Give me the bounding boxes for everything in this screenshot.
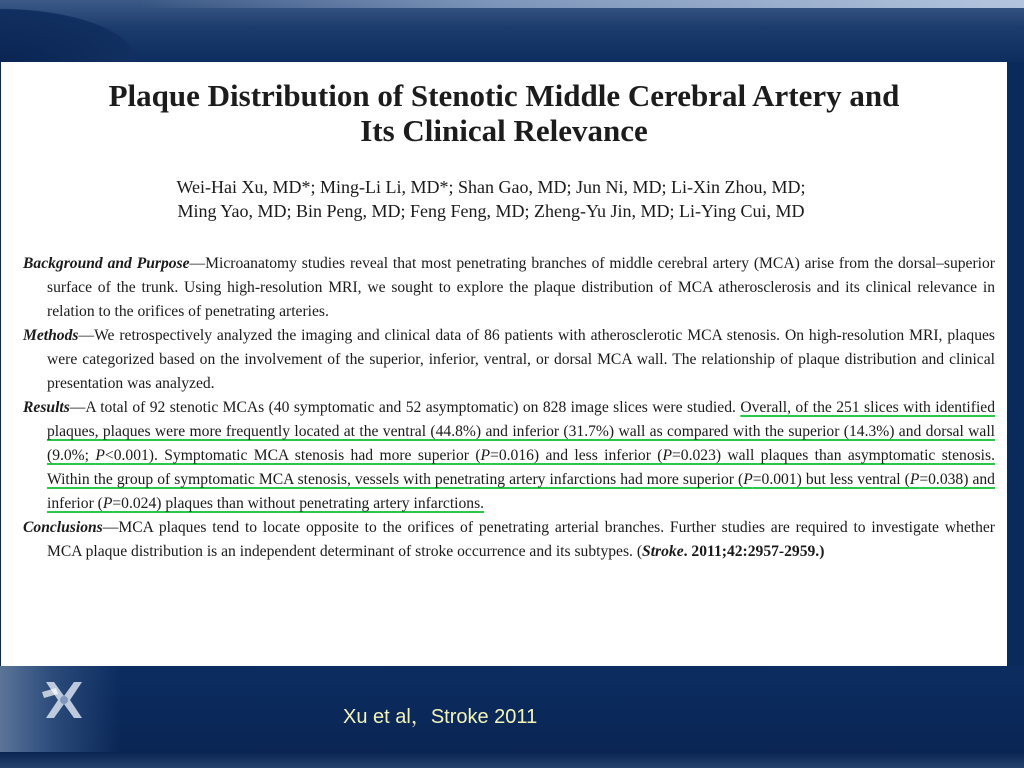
slide-header-curve bbox=[0, 0, 160, 62]
p-value-symbol: P bbox=[95, 447, 105, 464]
title-line-1: Plaque Distribution of Stenotic Middle Cerebral Artery and bbox=[108, 78, 900, 113]
abstract bbox=[23, 252, 995, 564]
authors-line-1: Wei-Hai Xu, MD*; Ming-Li Li, MD*; Shan Gao, MD; Jun Ni, MD; Li-Xin Zhou, MD; bbox=[176, 177, 806, 197]
methods-text: —We retrospectively analyzed the imaging and clinical data of 86 patients with atherosclerotic MCA stenosis. On high-resolution MRI, plaques were categorized based on the involvement of the superior, inferior, ventral, or dorsal MCA wall. The relationship of plaque distribution and clinical presentation was analyzed. bbox=[47, 327, 995, 392]
results-label: Results bbox=[23, 399, 70, 416]
p-value-symbol: P bbox=[662, 447, 672, 464]
results-text-intro: —A total of 92 stenotic MCAs (40 symptomatic and 52 asymptomatic) on 828 image slices were studied. bbox=[69, 399, 741, 416]
title-line-2: Its Clinical Relevance bbox=[360, 113, 648, 148]
author-list bbox=[41, 175, 941, 223]
paper-title bbox=[21, 78, 987, 148]
slide-footer-stripe bbox=[0, 752, 1024, 768]
p-value-symbol: P bbox=[102, 495, 113, 512]
slide-header-stripe bbox=[140, 0, 1024, 8]
slide-caption: Xu et al，Stroke 2011 bbox=[343, 706, 538, 728]
authors-line-2: Ming Yao, MD; Bin Peng, MD; Feng Feng, MD; Zheng-Yu Jin, MD; Li-Ying Cui, MD bbox=[177, 201, 805, 221]
paper-abstract-panel bbox=[1, 62, 1007, 666]
citation-details: . 2011;42:2957-2959.) bbox=[683, 543, 825, 560]
background-text: —Microanatomy studies reveal that most penetrating branches of middle cerebral artery (MCA) arise from the dorsal–superior surface of the trunk. Using high-resolution MRI, we sought to explore the plaque distribution of MCA atherosclerosis and its clinical relevance in relation to the orifices of penetrating arteries. bbox=[47, 255, 995, 320]
abstract-results bbox=[23, 396, 995, 516]
results-hl-1: Overall, of the 251 slices with identified plaques, plaques were more frequently located at the ventral (44.8%) and inferior (31.7%) wall as compared with the superior (14.3%) and dorsal wall (9.0%; bbox=[47, 399, 995, 464]
p-value-symbol: P bbox=[480, 447, 491, 464]
conclusions-text: —MCA plaques tend to locate opposite to the orifices of penetrating arterial branches. Further studies are required to investigate whether MCA plaque distribution is an independent determinant of stroke occurrence and its subtypes. ( bbox=[47, 519, 995, 560]
conclusions-label: Conclusions bbox=[23, 519, 103, 536]
abstract-background bbox=[23, 252, 995, 324]
university-logo-icon bbox=[36, 672, 92, 728]
results-hl-2: <0.001). Symptomatic MCA stenosis had more superior ( bbox=[104, 447, 481, 464]
p-value-symbol: P bbox=[909, 471, 920, 488]
results-hl-5: =0.001) but less ventral ( bbox=[752, 471, 910, 488]
results-hl-6: =0.038) and inferior ( bbox=[47, 471, 995, 512]
abstract-methods bbox=[23, 324, 995, 396]
citation-journal: Stroke bbox=[642, 543, 684, 560]
results-hl-3: =0.016) and less inferior ( bbox=[490, 447, 663, 464]
results-hl-7: =0.024) plaques than without penetrating artery infarctions. bbox=[112, 495, 485, 512]
p-value-symbol: P bbox=[743, 471, 753, 488]
abstract-conclusions bbox=[23, 516, 995, 564]
background-label: Background and Purpose bbox=[23, 255, 190, 272]
methods-label: Methods bbox=[23, 327, 79, 344]
results-hl-4: =0.023) wall plaques than asymptomatic stenosis. Within the group of symptomatic MCA stenosis, vessels with penetrating artery infarctions had more superior ( bbox=[47, 447, 995, 488]
